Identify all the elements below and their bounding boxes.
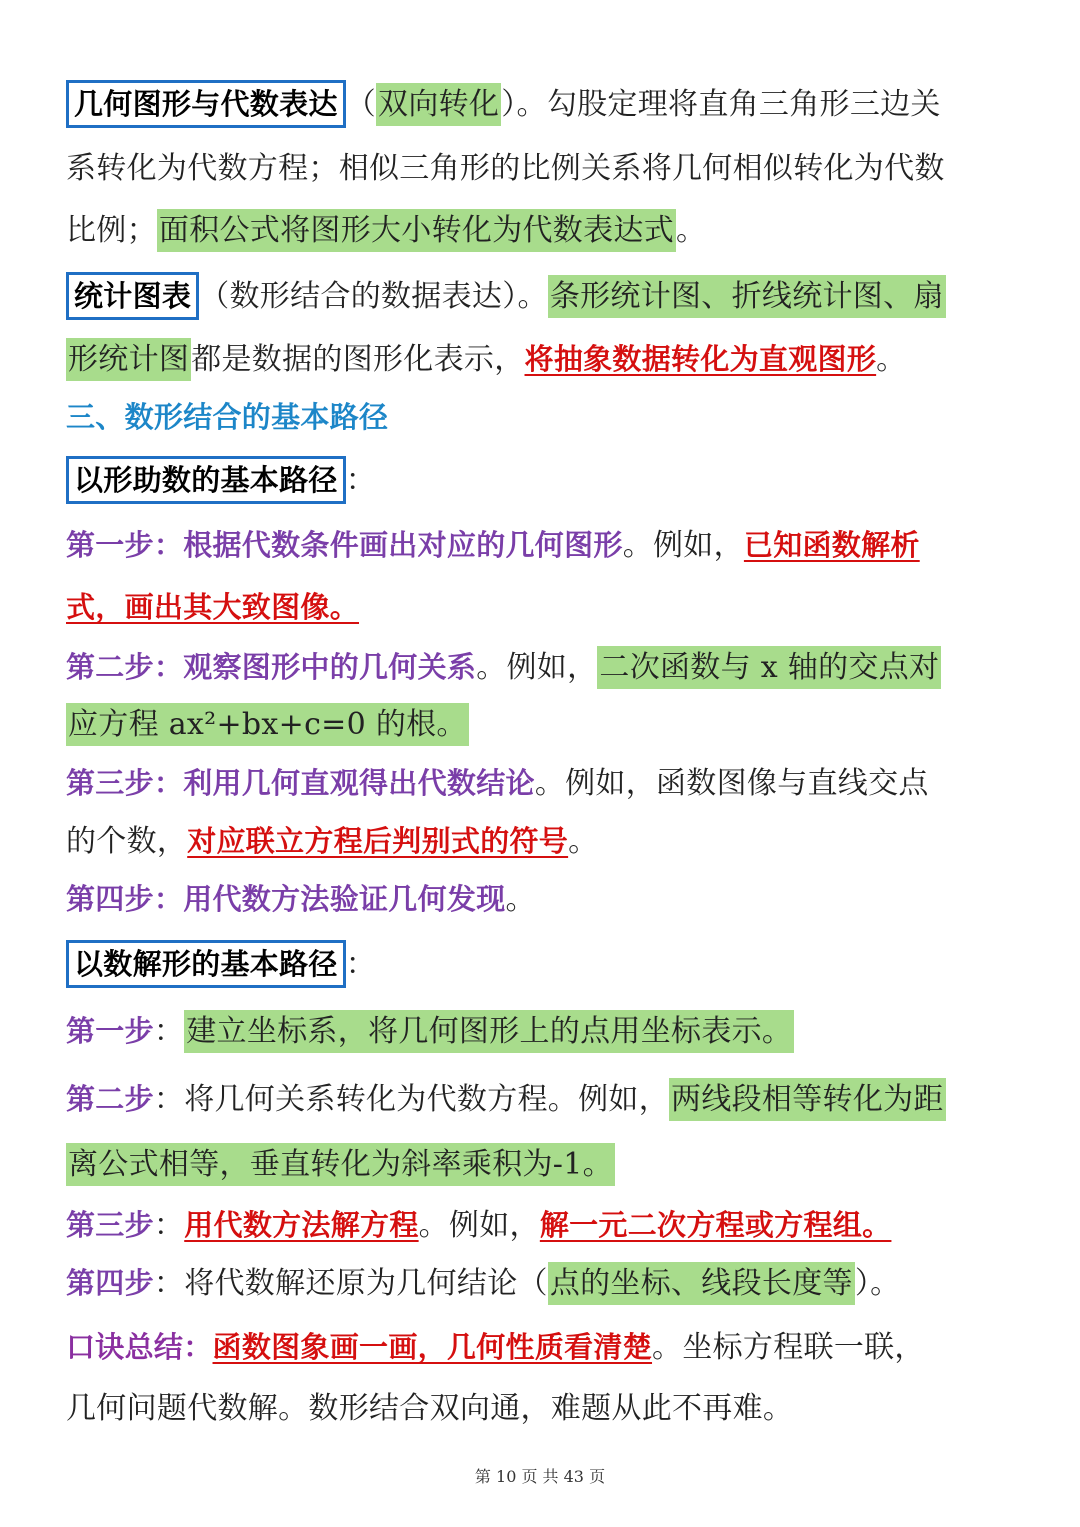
highlight-text: 应方程 ax²+bx+c=0 的根。: [66, 703, 469, 746]
path1-step2-line1: [66, 640, 1016, 694]
body-text: 几何问题代数解。数形结合双向通，难题从此不再难。: [66, 1391, 794, 1426]
summary-line2: [66, 1382, 1016, 1436]
summary-line1: [66, 1320, 1016, 1374]
path2-title-line: [66, 938, 1016, 992]
body-text: ：: [153, 1208, 185, 1243]
highlight-text: 双向转化: [376, 83, 501, 126]
highlight-text: 离公式相等，垂直转化为斜率乘积为-1。: [66, 1143, 615, 1186]
page-footer: 第 10 页 共 43 页: [474, 1467, 606, 1486]
red-emphasis: 将抽象数据转化为直观图形: [524, 342, 877, 376]
body-text: 。: [505, 882, 536, 917]
body-text: 。例如，: [476, 650, 598, 685]
body-text: ：: [153, 1014, 185, 1049]
path1-step3-line2: [66, 814, 1016, 868]
path2-step2-line1: [66, 1072, 1016, 1126]
path2-step4-line: [66, 1256, 1016, 1310]
step-label: 第一步: [66, 1014, 154, 1048]
body-text: 。例如，函数图像与直线交点: [534, 766, 929, 801]
path1-step1-line2: [66, 580, 1016, 634]
summary-label: 口诀总结：: [66, 1330, 213, 1364]
highlight-text: 二次函数与 x 轴的交点对: [597, 646, 941, 689]
red-emphasis: 函数图象画一画，几何性质看清楚: [212, 1330, 653, 1364]
path1-step2-line2: [66, 698, 1016, 752]
body-text: （数形结合的数据表达）。: [199, 279, 548, 314]
body-text: 。: [676, 213, 707, 248]
step-label: 第四步: [66, 1266, 154, 1300]
red-emphasis: 用代数方法解方程: [184, 1208, 419, 1242]
red-emphasis: 已知函数解析: [743, 528, 920, 562]
section-heading: [66, 390, 1016, 444]
path1-step4-line: [66, 872, 1016, 926]
highlight-text: 条形统计图、折线统计图、扇: [548, 275, 946, 318]
boxed-term: 几何图形与代数表达: [66, 80, 346, 128]
red-emphasis: 解一元二次方程或方程组。: [539, 1208, 892, 1242]
para-geometry-algebra-line1: [66, 78, 1016, 132]
red-emphasis: 对应联立方程后判别式的符号: [187, 824, 569, 858]
body-text: 都是数据的图形化表示，: [191, 342, 525, 377]
section-heading-text: 三、数形结合的基本路径: [66, 400, 389, 434]
path2-step1-line: [66, 1004, 1016, 1058]
paren-open: （: [345, 87, 377, 122]
highlight-text: 面积公式将图形大小转化为代数表达式: [157, 209, 676, 252]
body-text: 。例如，: [622, 528, 744, 563]
highlight-text: 点的坐标、线段长度等: [548, 1262, 855, 1305]
step-label: 第二步: [66, 1082, 154, 1116]
body-text: 。坐标方程联一联，: [652, 1330, 925, 1365]
step-label: 第四步：用代数方法验证几何发现: [66, 882, 506, 916]
para-stat-chart-line1: [66, 270, 1016, 324]
body-text: ）。: [854, 1266, 901, 1301]
highlight-text: 形统计图: [66, 338, 191, 381]
body-text: ：将几何关系转化为代数方程。例如，: [153, 1082, 670, 1117]
red-emphasis: 式，画出其大致图像。: [66, 590, 360, 624]
body-text: 。例如，: [418, 1208, 540, 1243]
boxed-term: 以数解形的基本路径: [66, 940, 346, 988]
body-text: 。: [876, 342, 907, 377]
colon: ：: [345, 947, 377, 982]
path1-step3-line1: [66, 756, 1016, 810]
para-geometry-algebra-line2: [66, 142, 1016, 196]
step-label: 第二步：观察图形中的几何关系: [66, 650, 477, 684]
para-stat-chart-line2: [66, 332, 1016, 386]
body-text: 。: [568, 824, 599, 859]
body-text: 比例；: [66, 213, 157, 248]
step-label: 第三步: [66, 1208, 154, 1242]
path2-step2-line2: [66, 1138, 1016, 1192]
colon: ：: [345, 463, 377, 498]
highlight-text: 建立坐标系，将几何图形上的点用坐标表示。: [184, 1010, 794, 1053]
body-text: 系转化为代数方程；相似三角形的比例关系将几何相似转化为代数: [66, 151, 945, 186]
body-text: ：将代数解还原为几何结论（: [153, 1266, 548, 1301]
path1-title-line: [66, 454, 1016, 508]
boxed-term: 以形助数的基本路径: [66, 456, 346, 504]
highlight-text: 两线段相等转化为距: [669, 1078, 946, 1121]
boxed-term: 统计图表: [66, 272, 199, 320]
path2-step3-line: [66, 1198, 1016, 1252]
step-label: 第一步：根据代数条件画出对应的几何图形: [66, 528, 623, 562]
para-geometry-algebra-line3: [66, 204, 1016, 258]
body-text: ）。勾股定理将直角三角形三边关: [501, 87, 941, 122]
step-label: 第三步：利用几何直观得出代数结论: [66, 766, 535, 800]
body-text: 的个数，: [66, 824, 188, 859]
path1-step1-line1: [66, 518, 1016, 572]
